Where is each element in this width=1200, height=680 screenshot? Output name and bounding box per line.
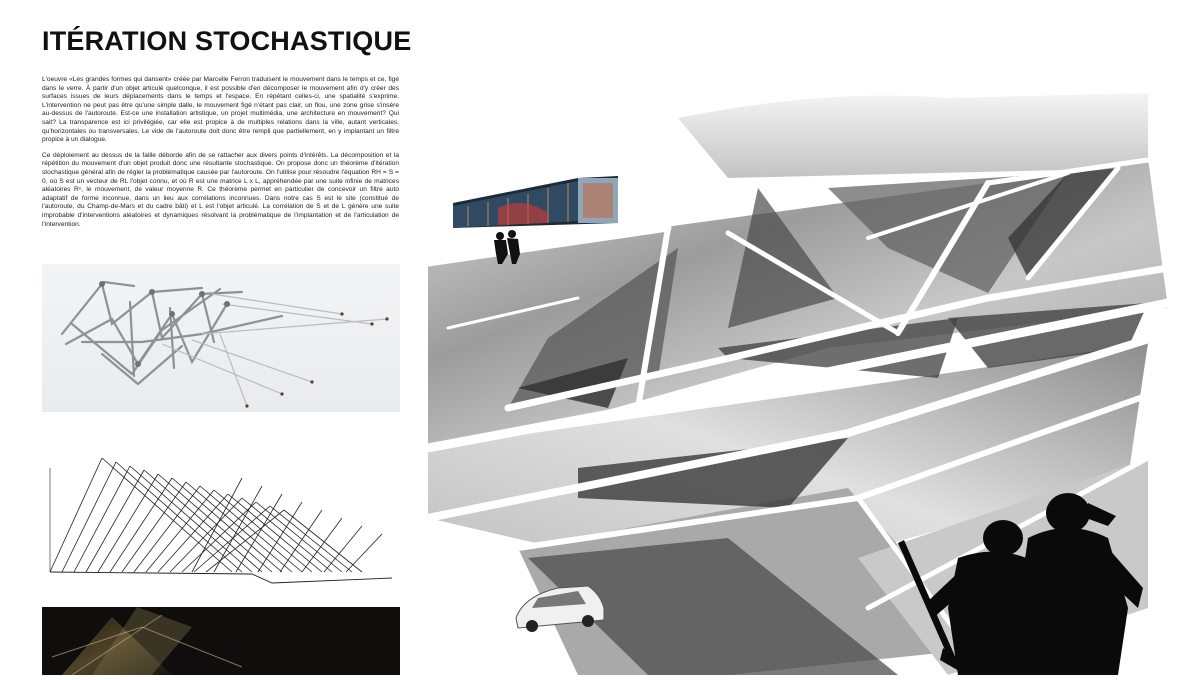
building-photo-icon: [453, 176, 618, 228]
articulated-object-photo: [42, 264, 400, 412]
glass-detail-photo: [42, 607, 400, 675]
glass-shards-collage-icon: [428, 88, 1200, 675]
description-text: [42, 76, 399, 236]
string-art-icon: [42, 448, 400, 598]
fractured-collage: [428, 88, 1200, 675]
page-title: ITÉRATION STOCHASTIQUE: [42, 26, 412, 56]
paragraph-1: L'oeuvre «Les grandes formes qui dansent» créée par Marcelle Ferron traduisent le mouvement dans le temps et ce, figé dans le verre. À partir d'un objet articulé quelconque, il est possible d'en décomposer le mouvement afin d'y créer des surfaces issues de leurs déplacements dans le temps et l'espace. En répétant celles-ci, une spatialité s'exprime. L'intervention ne peut pas être qu'une simple dalle, le mouvement figé n'étant pas clair, un flou, une zone grise s'insère au-dessus de l'autoroute. Est-ce une installation artistique, un projet multimédia, une architecture en mouvement? Qui sait? La transparence est ici privilégiée, car elle est propice à de multiples relations dans la ville, autant verticales, qu'horizontales ou transversales. Le vide de l'autoroute doit donc être rempli que partiellement, en y implantant un filtre propice à un dialogue.: [42, 76, 399, 144]
movement-line-sketch: [42, 448, 400, 598]
paragraph-2: Ce déploiement au dessus de la faille déborde afin de se rattacher aux divers points d'intérêts. La décomposition et la répétition du mouvement d'un objet produit donc une résultante stochastique. On propose donc un théorème d'itération stochastique général afin de régler la problématique causée par l'autoroute. On l'utilise pour résoudre l'équation RH = S = 0, où S est un vecteur de RL l'objet connu, et où R est une matrice L x L, appréhendée par une suite infinie de matrices aléatoires Rⁿ, le mouvement, de valeur moyenne R. Ce théorème permet en particulier de concevoir un filtre auto adaptatif de forme inconnue, dans un lieu aux corrélations inconnues. Dans notre cas S est le site (constitué de l'autoroute, du Champ-de-Mars et du cadre bâti) et L est l'objet articulé. La corrélation de S et de L génère une suite improbable d'interventions aléatoires et dynamiques résolvant la problématique de l'implantation et de l'articulation de l'intervention.: [42, 151, 399, 228]
linkage-sculpture-icon: [42, 264, 400, 412]
amber-glass-icon: [42, 607, 400, 675]
